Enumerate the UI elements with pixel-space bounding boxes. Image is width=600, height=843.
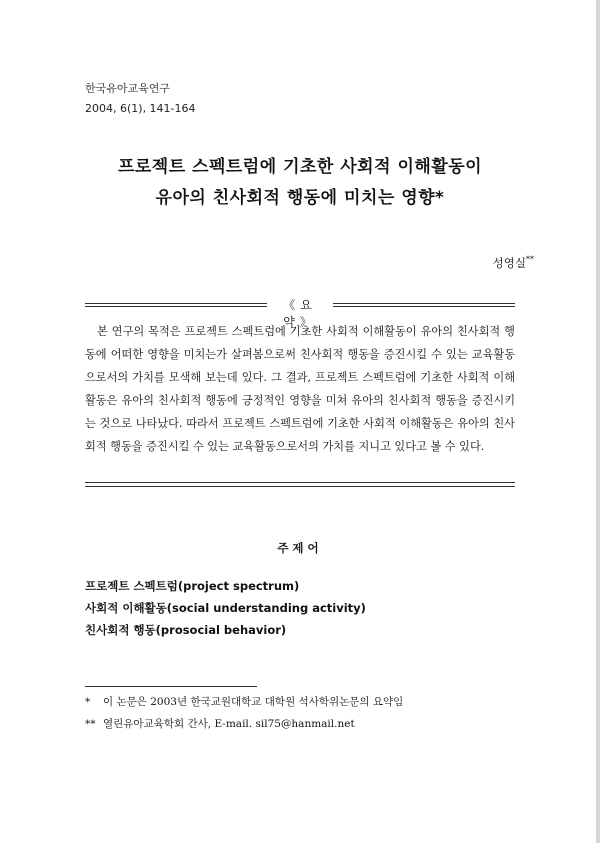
abstract-rule-bottom [85,482,515,487]
footnote-text: 열린유아교육학회 간사, E-mail. sil75@hanmail.net [103,718,355,730]
footnote-rule [85,686,257,687]
abstract-text: 본 연구의 목적은 프로젝트 스펙트럼에 기초한 사회적 이해활동이 유아의 친사회적 행동에 어떠한 영향을 미치는가 살펴봄으로써 친사회적 행동을 증진시킬 수 있는 교육활동으로서의 가치를 모색해 보는데 있다. 그 결과, 프로젝트 스펙트럼에 기초한 사회적 이해활동은 유아의 친사회적 행동에 긍정적인 영향을 미쳐 유아의 친사회적 행동을 증진시키는 것으로 나타났다. 따라서 프로젝트 스펙트럼에 기초한 사회적 이해활동은 유아의 친사회적 행동을 증진시킬 수 있는 교육활동으로서의 가치를 지니고 있다고 볼 수 있다. [85,325,515,453]
journal-issue: 2004, 6(1), 141-164 [85,102,196,115]
keyword-item: 사회적 이해활동(social understanding activity) [85,601,366,615]
abstract-rule-right [333,303,515,307]
abstract-label: 《요 약》 [283,298,317,329]
author-name: 성영실 [492,256,526,270]
footnote-2 [85,716,355,731]
author-mark: ** [526,255,534,265]
title-line-1: 프로젝트 스펙트럼에 기초한 사회적 이해활동이 [117,157,483,177]
journal-name: 한국유아교육연구 [85,82,171,95]
title-line-2: 유아의 친사회적 행동에 미치는 영향* [155,188,445,208]
abstract-rule-left [85,303,267,307]
keywords-title: 주제어 [277,541,323,555]
footnote-mark: ** [85,718,96,730]
footnote-text: 이 논문은 2003년 한국교원대학교 대학원 석사학위논문의 요약임 [103,696,404,708]
keyword-item: 친사회적 행동(prosocial behavior) [85,623,287,637]
abstract-body [85,320,515,458]
footnote-mark: * [85,696,91,708]
footnote-1 [85,694,403,709]
scan-edge [596,0,600,843]
author [493,255,534,271]
keyword-item: 프로젝트 스펙트럼(project spectrum) [85,579,300,593]
